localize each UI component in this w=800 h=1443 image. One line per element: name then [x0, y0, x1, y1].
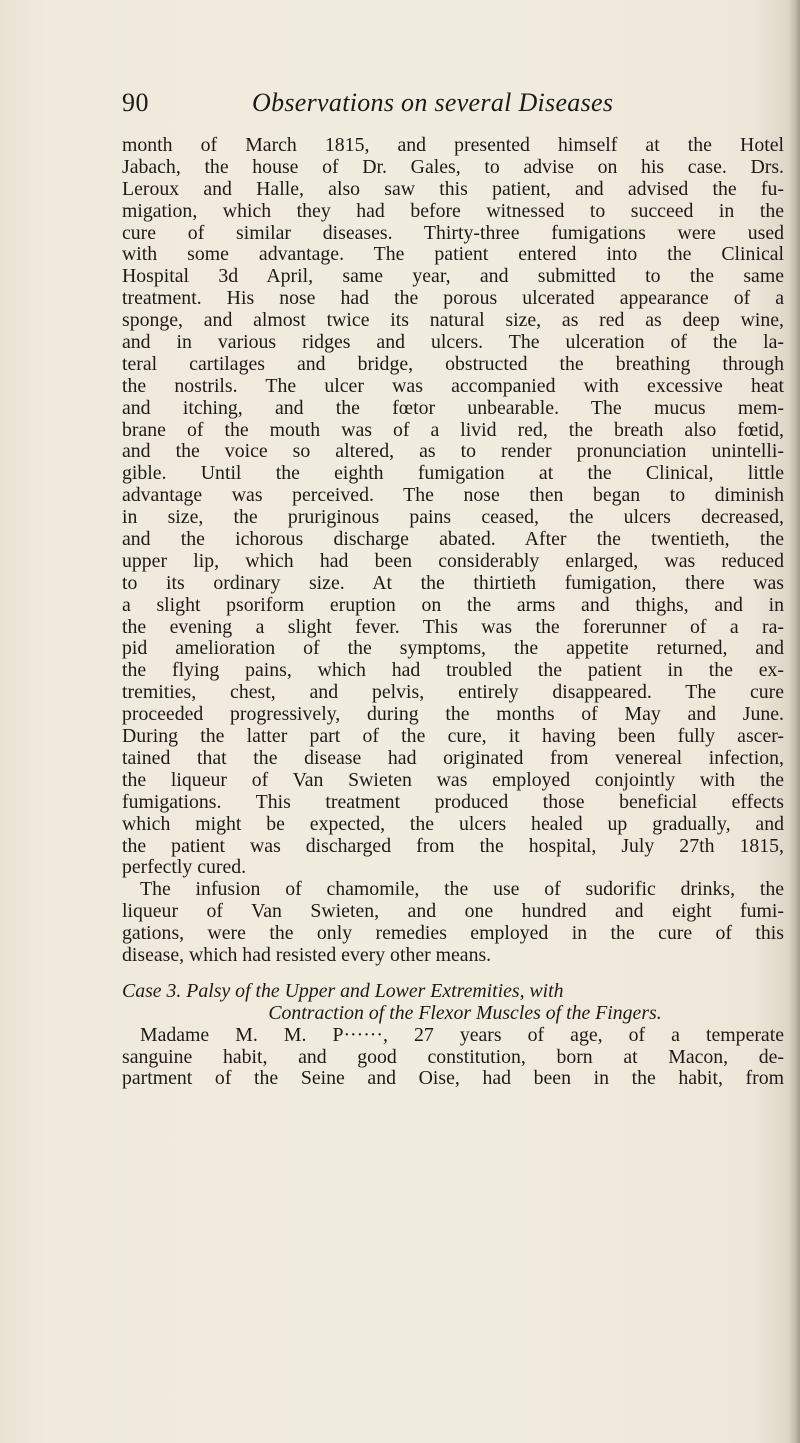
running-title: Observations on several Diseases: [252, 88, 614, 117]
text-line: in size, the pruriginous pains ceased, the ulcers decreased,: [122, 506, 784, 529]
text-line: brane of the mouth was of a livid red, the breath also fœtid,: [122, 418, 784, 441]
text-line: sponge, and almost twice its natural size, as red as deep wine,: [122, 309, 784, 332]
page-edge-shadow: [788, 0, 800, 1443]
text-line: proceeded progressively, during the months of May and June.: [122, 703, 784, 726]
text-line: teral cartilages and bridge, obstructed the breathing through: [122, 352, 784, 375]
text-line: which might be expected, the ulcers healed up gradually, and: [122, 812, 784, 835]
text-line: to its ordinary size. At the thirtieth fumigation, there was: [122, 571, 784, 594]
page-number: 90: [122, 88, 149, 117]
text-line: sanguine habit, and good constitution, born at Macon, de-: [122, 1045, 784, 1068]
text-line: tremities, chest, and pelvis, entirely disappeared. The cure: [122, 681, 784, 704]
text-line: cure of similar diseases. Thirty-three fumigations were used: [122, 221, 784, 244]
text-line: the patient was discharged from the hospital, July 27th 1815,: [122, 834, 784, 857]
text-line: a slight psoriform eruption on the arms and thighs, and in: [122, 593, 784, 616]
text-line: liqueur of Van Swieten, and one hundred and eight fumi-: [122, 900, 784, 923]
case-subtitle: Contraction of the Flexor Muscles of the Fingers.: [268, 1001, 662, 1024]
page-header: [122, 88, 782, 122]
paragraph-remedies: [122, 879, 784, 967]
text-line: Madame M. M. P······, 27 years of age, of a temperate: [140, 1023, 784, 1046]
case-heading: [122, 981, 784, 1025]
text-line: Hospital 3d April, same year, and submitted to the same: [122, 265, 784, 288]
text-line: treatment. His nose had the porous ulcerated appearance of a: [122, 287, 784, 310]
text-line: During the latter part of the cure, it having been fully ascer-: [122, 725, 784, 748]
text-line: The infusion of chamomile, the use of sudorific drinks, the: [140, 878, 784, 901]
text-line: the liqueur of Van Swieten was employed conjointly with the: [122, 768, 784, 791]
text-line: month of March 1815, and presented himself at the Hotel: [122, 134, 784, 156]
section-gap: [122, 967, 784, 981]
text-line: partment of the Seine and Oise, had been in the habit, from: [122, 1067, 784, 1090]
text-line: advantage was perceived. The nose then began to diminish: [122, 484, 784, 507]
paragraph-case-3: [122, 1025, 784, 1091]
text-line: the nostrils. The ulcer was accompanied with excessive heat: [122, 374, 784, 397]
text-line: tained that the disease had originated from venereal infection,: [122, 746, 784, 769]
text-line: fumigations. This treatment produced those beneficial effects: [122, 790, 784, 813]
text-line: pid amelioration of the symptoms, the appetite returned, and: [122, 637, 784, 660]
text-line: Leroux and Halle, also saw this patient, and advised the fu-: [122, 177, 784, 200]
text-line: upper lip, which had been considerably enlarged, was reduced: [122, 549, 784, 572]
text-line: gations, were the only remedies employed in the cure of this: [122, 922, 784, 945]
text-line: and itching, and the fœtor unbearable. The mucus mem-: [122, 396, 784, 419]
text-line: and the voice so altered, as to render pronunciation unintelli-: [122, 440, 784, 463]
text-line: gible. Until the eighth fumigation at the Clinical, little: [122, 462, 784, 485]
paragraph-case-2-continued: [122, 135, 784, 879]
text-line: disease, which had resisted every other means.: [122, 943, 492, 966]
text-line: perfectly cured.: [122, 856, 247, 879]
text-line: and the ichorous discharge abated. After the twentieth, the: [122, 528, 784, 551]
text-line: with some advantage. The patient entered into the Clinical: [122, 243, 784, 266]
text-line: the evening a slight fever. This was the forerunner of a ra-: [122, 615, 784, 638]
text-line: migation, which they had before witnessed to succeed in the: [122, 199, 784, 222]
text-line: Jabach, the house of Dr. Gales, to advise on his case. Drs.: [122, 155, 784, 178]
text-line: the flying pains, which had troubled the patient in the ex-: [122, 659, 784, 682]
text-line: and in various ridges and ulcers. The ulceration of the la-: [122, 331, 784, 354]
case-title: Case 3. Palsy of the Upper and Lower Extremities, with: [122, 979, 564, 1002]
body-text: [122, 135, 784, 1090]
